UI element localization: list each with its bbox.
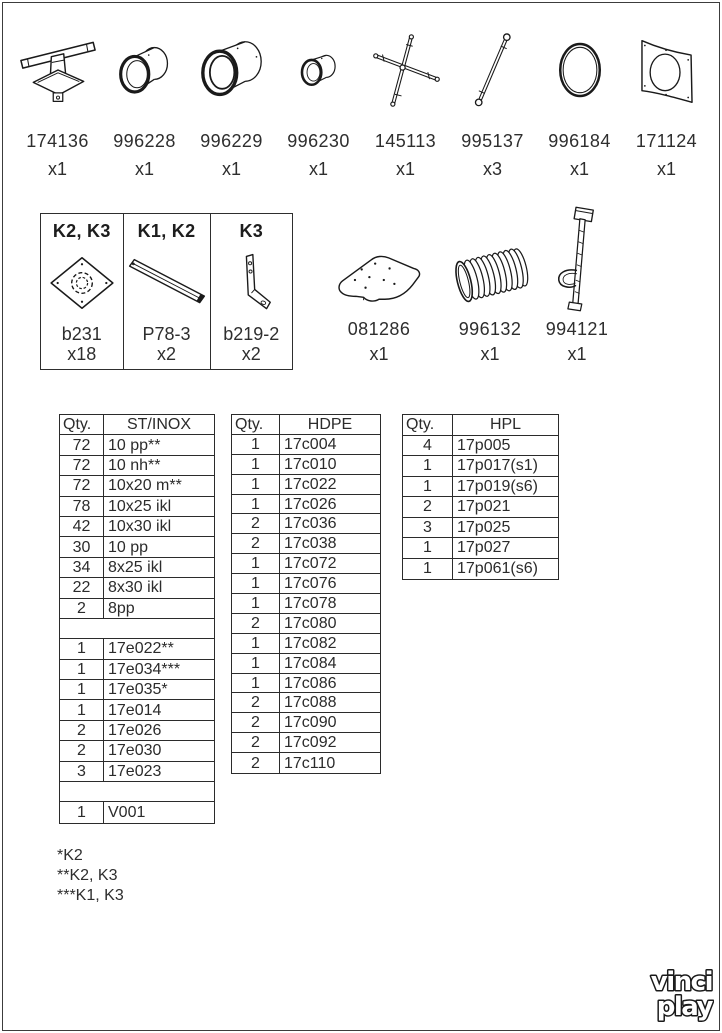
variant-box	[40, 213, 293, 370]
table-row	[403, 477, 558, 498]
part-item	[275, 16, 362, 180]
variant-header: K2, K3	[52, 221, 111, 241]
part-labels	[14, 130, 101, 180]
variant-labels	[142, 324, 190, 364]
table-row	[403, 456, 558, 477]
code-cell: 17c038	[284, 535, 337, 553]
qty-cell: 2	[60, 599, 104, 618]
variant-header: K1, K2	[137, 221, 196, 241]
table-row	[60, 435, 214, 455]
part-item	[623, 16, 710, 180]
qty-cell: 1	[232, 634, 280, 653]
table-row	[60, 721, 214, 741]
qty-cell: 2	[232, 713, 280, 732]
table-row	[403, 538, 558, 559]
qty-cell: 1	[403, 559, 453, 580]
table-row	[60, 700, 214, 720]
table-row	[60, 741, 214, 761]
part-icon-box	[14, 16, 101, 124]
part-id: 081286	[347, 319, 411, 339]
part-item	[449, 16, 536, 180]
qty-cell: 1	[60, 802, 104, 822]
part-item	[536, 16, 623, 180]
part-id: 996230	[287, 131, 350, 151]
qty-cell: 1	[403, 456, 453, 476]
code-cell: 17p061(s6)	[457, 560, 538, 578]
part-id: 996228	[113, 131, 176, 151]
qty-cell: 1	[232, 674, 280, 693]
code-cell: 17p027	[457, 539, 511, 557]
code-cell: 17c076	[284, 575, 337, 593]
table-row	[60, 537, 214, 557]
part-icon-box	[536, 16, 623, 124]
qty-cell: 34	[60, 558, 104, 577]
code-cell: 17c036	[284, 515, 337, 533]
table-row	[232, 753, 380, 773]
table-row	[232, 435, 380, 455]
code-cell: 17e030	[108, 742, 162, 760]
table-row	[60, 497, 214, 517]
part-id: 994121	[545, 319, 609, 339]
part-labels	[438, 318, 542, 365]
code-cell: 17e035*	[108, 681, 168, 699]
footnote-line: ***K1, K3	[57, 887, 124, 904]
code-cell: 17e014	[108, 701, 162, 719]
qty-cell: 72	[60, 456, 104, 475]
table-row	[232, 554, 380, 574]
qty-header-cell: Qty.	[403, 415, 453, 435]
qty-cell: 1	[232, 654, 280, 673]
code-cell: 17c026	[284, 495, 337, 513]
table-header-row	[60, 415, 214, 435]
qty-cell: 1	[403, 477, 453, 497]
code-cell: 17c082	[284, 634, 337, 652]
qty-cell: 2	[232, 733, 280, 752]
qty-cell: 1	[60, 660, 104, 679]
part-labels	[275, 130, 362, 180]
part-item	[540, 213, 614, 365]
code-cell: 17p005	[457, 436, 511, 454]
qty-cell: 42	[60, 517, 104, 536]
panel-with-hole-icon	[636, 32, 698, 109]
table-row	[232, 455, 380, 475]
variant-icon-box	[227, 242, 275, 324]
table-row	[60, 476, 214, 496]
qty-cell: 2	[232, 693, 280, 712]
code-cell: 17e026	[108, 722, 162, 740]
table-row	[403, 436, 558, 457]
part-icon-box	[101, 16, 188, 124]
ring-medium-icon	[116, 42, 174, 98]
qty-cell: 78	[60, 497, 104, 516]
o-ring-icon	[553, 38, 607, 102]
variant-icon-box	[124, 242, 210, 324]
table-row	[60, 456, 214, 476]
part-id: 996184	[548, 131, 611, 151]
code-cell: 17p017(s1)	[457, 457, 538, 475]
table-hpl	[402, 414, 559, 580]
part-item	[438, 213, 542, 365]
part-icon-box	[449, 16, 536, 124]
qty-cell: 72	[60, 476, 104, 495]
part-id: 145113	[374, 131, 437, 151]
code-cell: 17c088	[284, 694, 337, 712]
code-cell: 17e023	[108, 762, 162, 780]
part-id: b231	[61, 324, 102, 344]
table-row	[232, 574, 380, 594]
part-qty: x1	[308, 159, 328, 179]
part-id: 174136	[26, 131, 89, 151]
table-row	[232, 534, 380, 554]
qty-cell: 2	[60, 741, 104, 760]
code-cell: 17c092	[284, 734, 337, 752]
diamond-plate-icon	[47, 254, 117, 312]
part-icon-box	[188, 16, 275, 124]
t-bracket-post-icon	[14, 31, 102, 109]
qty-cell: 3	[60, 762, 104, 781]
cross-rods-icon	[367, 29, 445, 111]
base-plate-icon	[329, 245, 429, 315]
table-row	[60, 802, 214, 822]
part-qty: x1	[369, 344, 389, 364]
table-row	[60, 599, 214, 619]
part-icon-box	[275, 16, 362, 124]
table-row	[232, 594, 380, 614]
part-id: 995137	[461, 131, 524, 151]
part-icon-box	[318, 245, 440, 315]
code-cell: 17e034***	[108, 660, 181, 678]
qty-cell: 72	[60, 435, 104, 454]
variant-icon-box	[47, 242, 117, 324]
corrugated-tube-icon	[440, 235, 540, 315]
part-qty: x1	[395, 159, 415, 179]
logo-line-1: vinci	[650, 967, 712, 997]
code-cell: 8x25 ikl	[108, 558, 163, 576]
anchor-rod-icon	[554, 203, 600, 315]
code-cell: 17p019(s6)	[457, 477, 538, 495]
qty-cell: 1	[232, 475, 280, 494]
qty-cell: 1	[60, 639, 104, 658]
table-spacer-row	[60, 619, 214, 639]
l-bracket-icon	[227, 250, 275, 316]
part-qty: x1	[656, 159, 676, 179]
code-cell: 10x25 ikl	[108, 497, 172, 515]
qty-cell: 1	[60, 700, 104, 719]
part-labels	[318, 318, 440, 365]
table-row	[403, 559, 558, 580]
code-cell: 17c086	[284, 674, 337, 692]
table-spacer-row	[60, 782, 214, 802]
code-cell: 17c010	[284, 455, 337, 473]
code-cell: 10 pp**	[108, 436, 161, 454]
ring-large-icon	[196, 38, 268, 102]
code-cell: 17c004	[284, 435, 337, 453]
code-cell: 17e022**	[108, 640, 174, 658]
part-id: P78-3	[142, 324, 191, 344]
qty-cell: 2	[232, 753, 280, 773]
code-cell: 17c110	[284, 754, 336, 772]
part-icon-box	[362, 16, 449, 124]
table-row	[232, 674, 380, 694]
code-cell: 17c078	[284, 594, 337, 612]
table-row	[60, 578, 214, 598]
qty-cell: 2	[232, 614, 280, 633]
table-row	[403, 497, 558, 518]
part-id: b219-2	[223, 324, 280, 344]
footnote-line: *K2	[57, 847, 83, 864]
logo-line-2: play	[656, 992, 712, 1022]
footnote-line: **K2, K3	[57, 867, 118, 884]
ring-small-icon	[296, 50, 342, 91]
table-row	[60, 517, 214, 537]
code-cell: 10x20 m**	[108, 477, 182, 495]
qty-cell: 2	[232, 534, 280, 553]
qty-cell: 1	[232, 455, 280, 474]
table-row	[232, 514, 380, 534]
part-qty: x2	[156, 344, 176, 364]
table-row	[60, 660, 214, 680]
code-cell: 10 pp	[108, 538, 149, 556]
diagonal-rod-icon	[470, 30, 516, 110]
variant-cell	[210, 214, 293, 369]
material-header-cell: HPL	[489, 416, 522, 434]
material-header-cell: HDPE	[307, 415, 353, 433]
part-qty: x1	[134, 159, 154, 179]
part-qty: x2	[241, 344, 261, 364]
table-row	[232, 713, 380, 733]
qty-cell: 3	[403, 518, 453, 538]
part-labels	[101, 130, 188, 180]
part-item	[318, 213, 440, 365]
variant-header: K3	[239, 221, 264, 241]
part-icon-box	[623, 16, 710, 124]
part-qty: x1	[47, 159, 67, 179]
qty-cell: 30	[60, 537, 104, 556]
table-row	[60, 558, 214, 578]
code-cell: V001	[108, 804, 146, 822]
part-item	[362, 16, 449, 180]
diagonal-bar-icon	[124, 254, 210, 312]
table-row	[60, 762, 214, 782]
table-header-row	[403, 415, 558, 436]
part-item	[101, 16, 188, 180]
table-row	[232, 614, 380, 634]
code-cell: 8pp	[108, 599, 135, 617]
vinciplay-logo	[626, 965, 714, 1023]
variant-cell	[41, 214, 123, 369]
part-qty: x18	[67, 344, 97, 364]
table-row	[232, 654, 380, 674]
code-cell: 10x30 ikl	[108, 518, 172, 536]
part-item	[188, 16, 275, 180]
qty-header-cell: Qty.	[60, 415, 104, 434]
qty-cell: 4	[403, 436, 453, 456]
part-item	[14, 16, 101, 180]
part-qty: x1	[221, 159, 241, 179]
part-id: 996132	[458, 319, 522, 339]
code-cell: 17c090	[284, 714, 337, 732]
parts-row-1	[14, 16, 710, 180]
part-qty: x3	[482, 159, 502, 179]
part-icon-box	[438, 235, 542, 315]
qty-cell: 1	[232, 594, 280, 613]
footnotes	[57, 846, 124, 906]
qty-cell: 2	[60, 721, 104, 740]
table-hdpe	[231, 414, 381, 774]
qty-cell: 1	[232, 554, 280, 573]
part-labels	[623, 130, 710, 180]
table-row	[232, 634, 380, 654]
qty-cell: 1	[232, 495, 280, 514]
part-icon-box	[540, 203, 614, 315]
part-qty: x1	[569, 159, 589, 179]
code-cell: 17c080	[284, 614, 337, 632]
part-labels	[449, 130, 536, 180]
part-labels	[362, 130, 449, 180]
material-header-cell: ST/INOX	[126, 416, 191, 434]
table-header-row	[232, 415, 380, 435]
table-st-inox	[59, 414, 215, 824]
qty-cell: 1	[232, 574, 280, 593]
part-id: 996229	[200, 131, 263, 151]
code-cell: 17c072	[284, 555, 337, 573]
code-cell: 17p025	[457, 518, 511, 536]
qty-cell: 1	[232, 435, 280, 454]
variant-labels	[62, 324, 102, 364]
part-qty: x1	[480, 344, 500, 364]
code-cell: 8x30 ikl	[108, 579, 163, 597]
table-row	[60, 680, 214, 700]
table-row	[403, 518, 558, 539]
qty-cell: 2	[232, 514, 280, 533]
code-cell: 17c084	[284, 654, 337, 672]
part-labels	[188, 130, 275, 180]
part-labels	[540, 318, 614, 365]
variant-cell	[123, 214, 210, 369]
table-row	[232, 693, 380, 713]
qty-cell: 1	[403, 538, 453, 558]
part-id: 171124	[635, 131, 698, 151]
qty-cell: 2	[403, 497, 453, 517]
table-row	[232, 495, 380, 515]
table-row	[232, 475, 380, 495]
variant-labels	[223, 324, 279, 364]
code-cell: 17c022	[284, 475, 337, 493]
vinciplay-logo-icon	[626, 965, 714, 1023]
part-qty: x1	[567, 344, 587, 364]
qty-cell: 22	[60, 578, 104, 597]
table-row	[232, 733, 380, 753]
qty-cell: 1	[60, 680, 104, 699]
code-cell: 10 nh**	[108, 456, 161, 474]
qty-header-cell: Qty.	[232, 415, 280, 434]
part-labels	[536, 130, 623, 180]
table-row	[60, 639, 214, 659]
code-cell: 17p021	[457, 498, 511, 516]
